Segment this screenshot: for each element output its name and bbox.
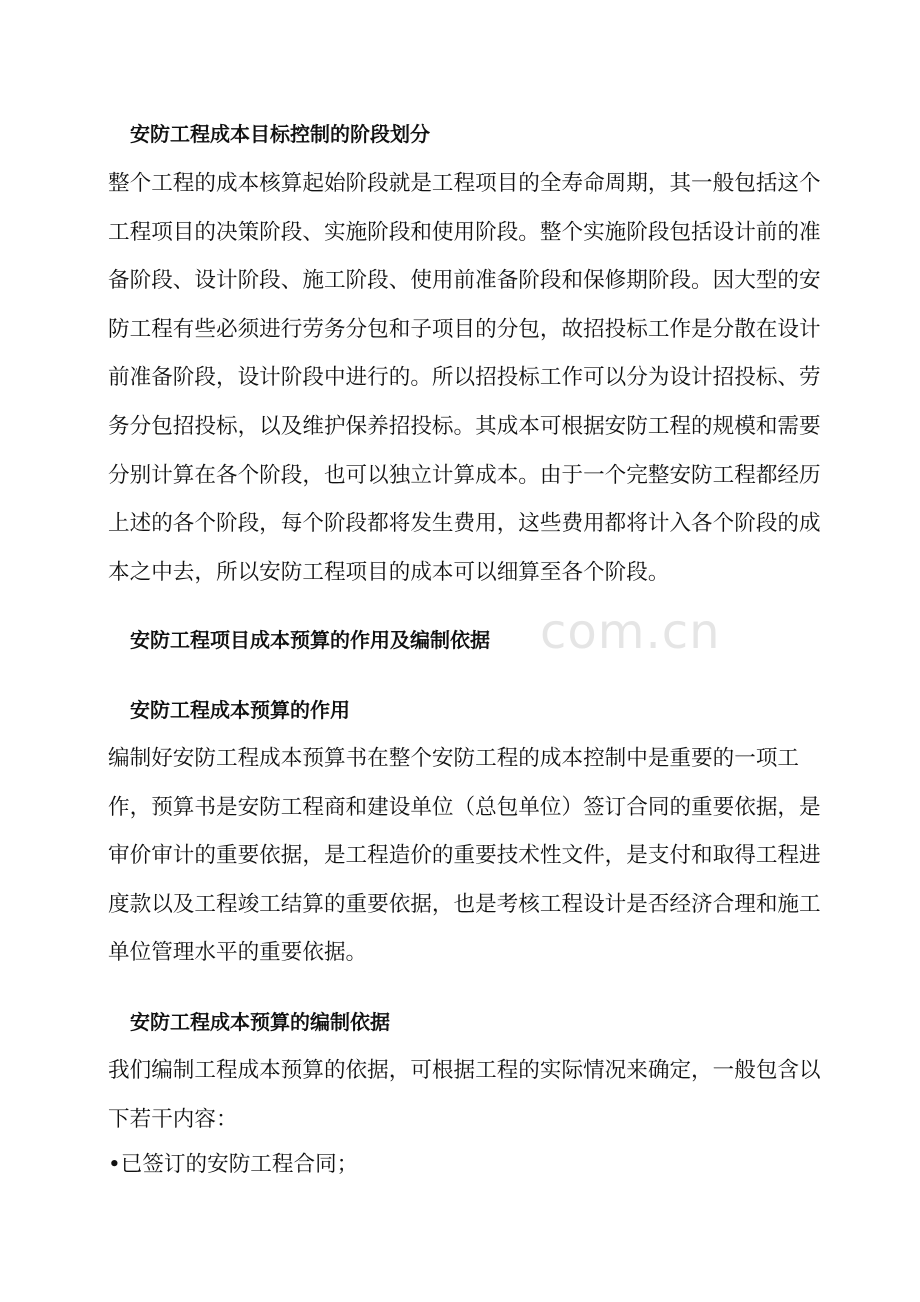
section-heading-budget-role-basis: 安防工程项目成本预算的作用及编制依据 bbox=[130, 628, 490, 652]
watermark: com.cn bbox=[540, 604, 721, 660]
section-heading-stage-division: 安防工程成本目标控制的阶段划分 bbox=[130, 122, 430, 146]
paragraph-line: 整个工程的成本核算起始阶段就是工程项目的全寿命周期，其一般包括这个 bbox=[108, 171, 821, 196]
paragraph-line: 度款以及工程竣工结算的重要依据，也是考核工程设计是否经济合理和施工 bbox=[108, 891, 821, 917]
section-heading-budget-role: 安防工程成本预算的作用 bbox=[130, 698, 350, 722]
bullet-item-contract: •已签订的安防工程合同； bbox=[108, 1152, 359, 1177]
paragraph-budget-role bbox=[108, 735, 828, 978]
paragraph-line: 审价审计的重要依据，是工程造价的重要技术性文件，是支付和取得工程进 bbox=[108, 843, 821, 869]
paragraph-line: 前准备阶段，设计阶段中进行的。所以招投标工作可以分为设计招投标、劳 bbox=[108, 365, 821, 391]
section-heading-budget-basis: 安防工程成本预算的编制依据 bbox=[130, 1010, 390, 1034]
paragraph-line: 备阶段、设计阶段、施工阶段、使用前准备阶段和保修期阶段。因大型的安 bbox=[108, 268, 821, 294]
paragraph-line: 工程项目的决策阶段、实施阶段和使用阶段。整个实施阶段包括设计前的准 bbox=[108, 219, 821, 245]
paragraph-line: 上述的各个阶段，每个阶段都将发生费用，这些费用都将计入各个阶段的成 bbox=[108, 511, 821, 537]
paragraph-line: 作，预算书是安防工程商和建设单位（总包单位）签订合同的重要依据，是 bbox=[108, 794, 821, 820]
paragraph-line: 单位管理水平的重要依据。 bbox=[108, 940, 368, 966]
paragraph-line: 防工程有些必须进行劳务分包和子项目的分包，故招投标工作是分散在设计 bbox=[108, 316, 821, 342]
paragraph-line: 下若干内容： bbox=[108, 1106, 238, 1132]
paragraph-line: 分别计算在各个阶段，也可以独立计算成本。由于一个完整安防工程都经历 bbox=[108, 462, 821, 488]
paragraph-stage-division bbox=[108, 160, 828, 597]
paragraph-line: 务分包招投标，以及维护保养招投标。其成本可根据安防工程的规模和需要 bbox=[108, 413, 821, 439]
paragraph-line: 本之中去，所以安防工程项目的成本可以细算至各个阶段。 bbox=[108, 559, 670, 585]
paragraph-budget-basis bbox=[108, 1047, 828, 1144]
paragraph-line: 我们编制工程成本预算的依据，可根据工程的实际情况来确定，一般包含以 bbox=[108, 1058, 821, 1083]
paragraph-line: 编制好安防工程成本预算书在整个安防工程的成本控制中是重要的一项工 bbox=[108, 746, 800, 771]
